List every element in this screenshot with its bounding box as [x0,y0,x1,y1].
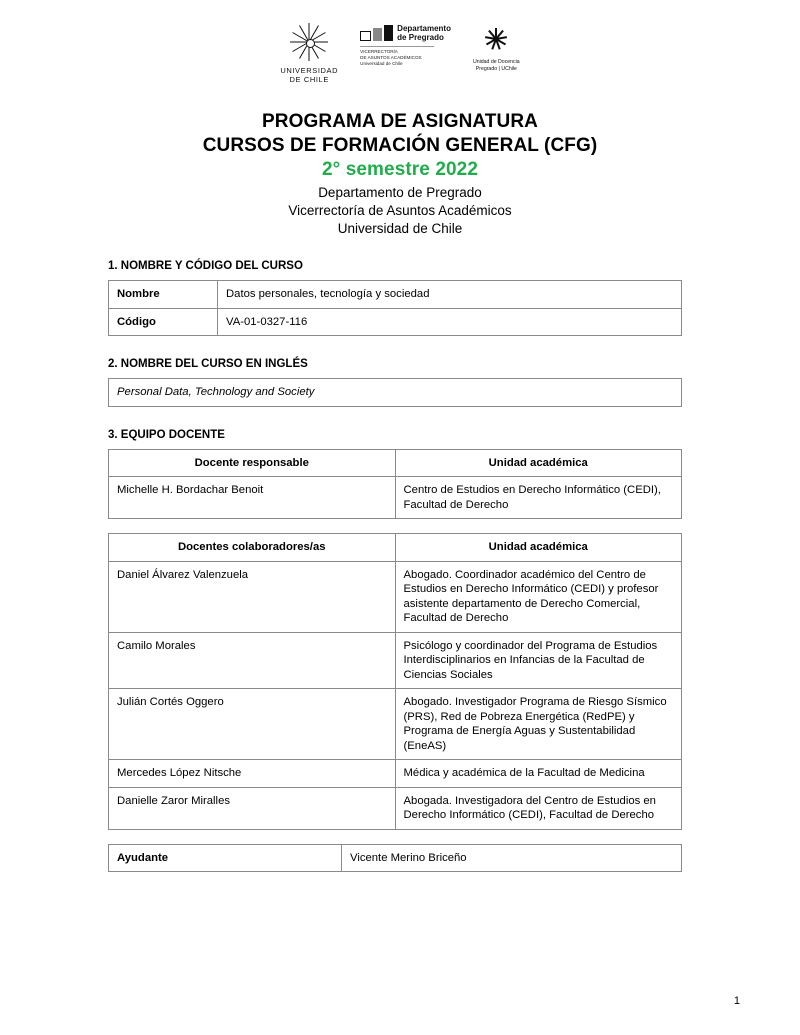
table-row [109,689,682,760]
uchile-logo-line2: DE CHILE [289,75,329,84]
pregrado-title-line1: Departamento [397,24,451,33]
collaborator-unit: Abogada. Investigadora del Centro de Estudios en Derecho Informático (CEDI), Facultad de Derecho [395,787,682,829]
collaborator-name: Camilo Morales [109,632,396,689]
docencia-logo-text [473,59,520,73]
assistant-table [108,844,682,873]
universidad-de-chile-logo [280,22,338,84]
course-name-label: Nombre [109,281,218,309]
pregrado-title-line2: de Pregrado [397,33,444,42]
pregrado-sub-line3: Universidad de Chile [360,61,403,66]
responsible-teacher-name: Michelle H. Bordachar Benoit [109,477,396,519]
docencia-logo-line1: Unidad de Docencia [472,59,520,65]
collaborating-teachers-table [108,533,682,830]
uchile-logo-line1: UNIVERSIDAD [280,66,339,75]
page-number: 1 [733,995,740,1007]
responsible-teacher-header: Docente responsable [109,449,396,477]
collaborators-header: Docentes colaboradores/as [109,534,396,562]
table-row [109,477,682,519]
page-title-line1: PROGRAMA DE ASIGNATURA [262,111,538,132]
uchile-sun-icon [292,22,326,62]
table-row [109,308,682,336]
table-row [109,844,682,872]
table-row [109,632,682,689]
course-code-label: Código [109,308,218,336]
docencia-logo-line2: Pregrado | UChile [475,66,517,72]
section-2-heading: 2. NOMBRE DEL CURSO EN INGLÉS [108,358,308,370]
collaborator-unit: Médica y académica de la Facultad de Medicina [395,760,682,788]
page-title-line2: CURSOS DE FORMACIÓN GENERAL (CFG) [202,135,598,156]
page-subtitle-line2: Vicerrectoría de Asuntos Académicos [288,203,512,218]
header-logos [60,22,740,84]
table-row [109,561,682,632]
table-row [109,281,682,309]
page-subtitle-line3: Universidad de Chile [337,221,463,236]
page-subtitle [60,184,740,238]
table-row [109,787,682,829]
responsible-teacher-unit: Centro de Estudios en Derecho Informático (CEDI), Facultad de Derecho [395,477,682,519]
collaborator-unit: Abogado. Coordinador académico del Centro de Estudios en Derecho Informático (CEDI) y profesor asistente departamento de Derecho Comercial, Facultad de Derecho [395,561,682,632]
pregrado-sub-line1: VICERRECTORÍA [360,49,398,54]
course-english-name-value: Personal Data, Technology and Society [109,379,682,407]
table-row [109,760,682,788]
course-name-value: Datos personales, tecnología y sociedad [218,281,682,309]
page-subtitle-line1: Departamento de Pregrado [318,185,482,200]
course-code-value: VA-01-0327-116 [218,308,682,336]
departamento-de-pregrado-logo [360,22,451,67]
pregrado-logo-title [397,24,451,42]
collaborator-unit: Psicólogo y coordinador del Programa de Estudios Interdisciplinarios en Infancias de la Facultad de Ciencias Sociales [395,632,682,689]
table-header-row [109,534,682,562]
page-title [60,110,740,182]
section-3-heading: 3. EQUIPO DOCENTE [108,428,225,441]
pregrado-logo-subtitle [360,46,434,67]
collaborators-unit-header: Unidad académica [395,534,682,562]
table-header-row [109,449,682,477]
collaborator-name: Julián Cortés Oggero [109,689,396,760]
responsible-unit-header: Unidad académica [395,449,682,477]
collaborator-name: Daniel Álvarez Valenzuela [109,561,396,632]
page-title-semester: 2° semestre 2022 [321,159,479,180]
collaborator-unit: Abogado. Investigador Programa de Riesgo Sísmico (PRS), Red de Pobreza Energética (RedPE) y Programa de Energía Aguas y Sustentabilidad (EneAS) [395,689,682,760]
collaborator-name: Danielle Zaror Miralles [109,787,396,829]
section-1-heading: 1. NOMBRE Y CÓDIGO DEL CURSO [108,260,303,272]
docencia-burst-icon [481,22,511,56]
course-english-name-table [108,378,682,407]
unidad-de-docencia-logo [473,22,520,73]
assistant-label: Ayudante [109,844,342,872]
pregrado-sub-line2: DE ASUNTOS ACADÉMICOS [360,55,422,60]
uchile-logo-text [280,66,338,84]
table-row [109,379,682,407]
collaborator-name: Mercedes López Nitsche [109,760,396,788]
assistant-name: Vicente Merino Briceño [342,844,682,872]
responsible-teacher-table [108,449,682,520]
course-name-code-table [108,280,682,336]
pregrado-bars-icon [360,25,393,41]
